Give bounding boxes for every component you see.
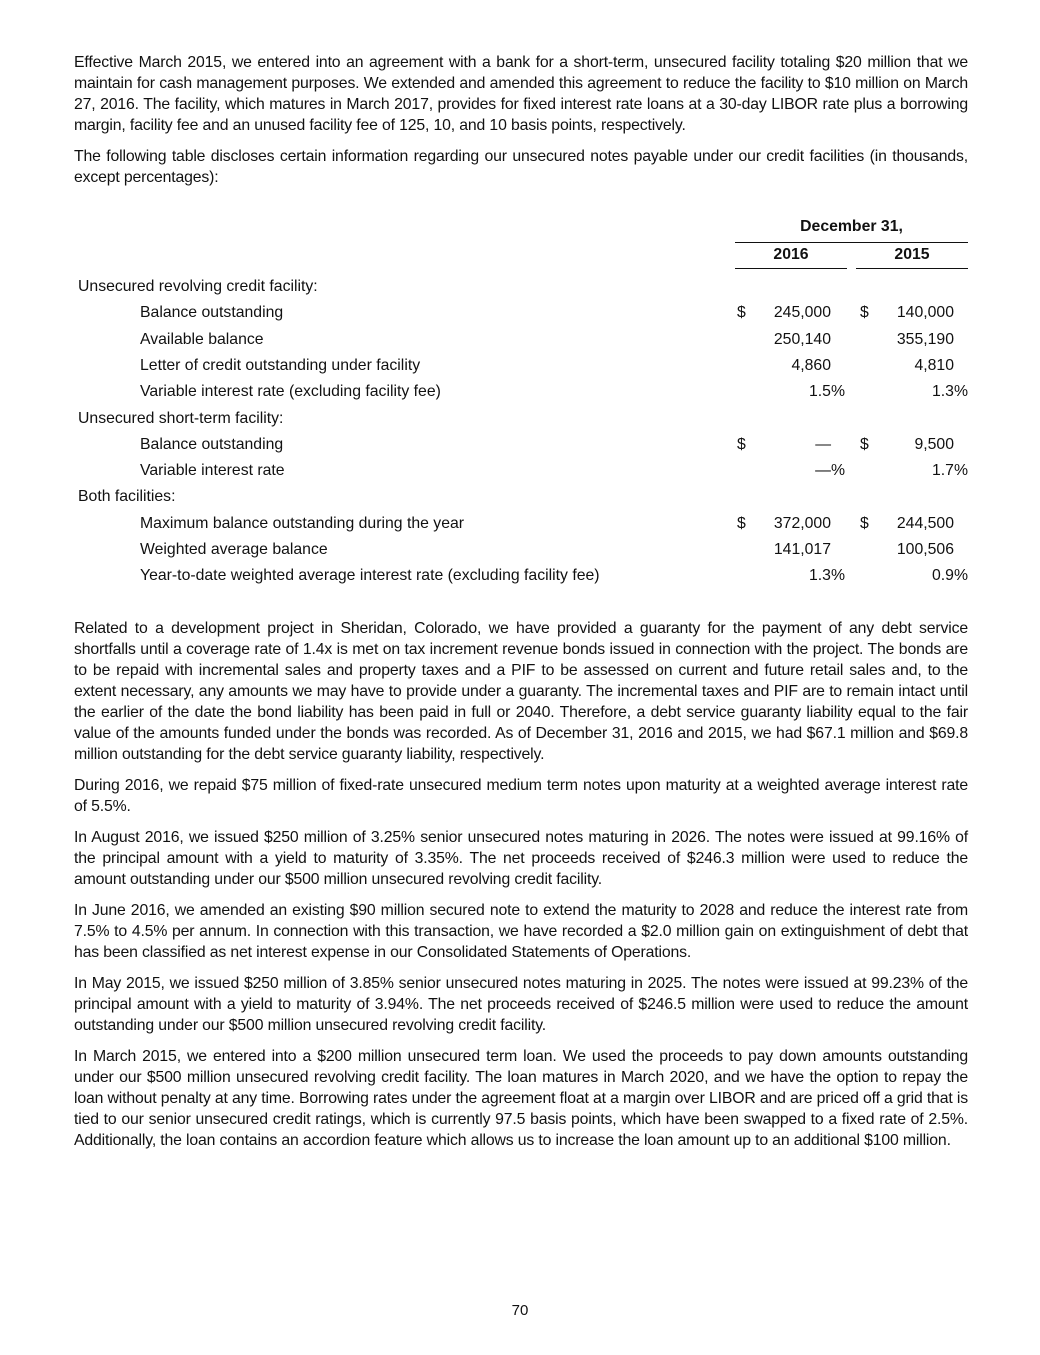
paragraph-table-intro: The following table discloses certain information regarding our unsecured notes payable under our credit facilities (in thousands, except percentages): — [74, 148, 968, 186]
cell-2015: 9,500 — [914, 435, 954, 453]
row-label: Letter of credit outstanding under facility — [140, 356, 421, 374]
column-header-2015: 2015 — [894, 246, 930, 263]
cell-2015: 4,810 — [914, 356, 954, 374]
row-label: Maximum balance outstanding during the year — [140, 514, 465, 532]
table-row — [74, 410, 968, 436]
column-rule-2016 — [735, 268, 847, 269]
table-row — [74, 462, 968, 488]
cell-2016: 1.3% — [808, 567, 845, 585]
cell-2016: 1.5% — [808, 383, 845, 401]
currency-symbol-2015: $ — [860, 435, 869, 453]
row-label: Variable interest rate (excluding facility fee) — [140, 383, 441, 401]
table-header-date: December 31, — [800, 218, 903, 235]
cell-2015: 355,190 — [896, 330, 954, 348]
paragraph-short-term-facility: Effective March 2015, we entered into an agreement with a bank for a short-term, unsecured facility totaling $20 million that we maintain for cash management purposes. We extended and amended this agreement to reduce the facility to $10 million on March 27, 2016. The facility, which matures in March 2017, provides for fixed interest rate loans at a 30-day LIBOR rate plus a borrowing margin, facility fee and an unused facility fee of 125, 10, and 10 basis points, respectively. — [74, 54, 968, 134]
section-label: Unsecured short-term facility: — [78, 409, 284, 427]
document-page — [74, 52, 968, 1161]
table-row — [74, 567, 968, 593]
table-row — [74, 304, 968, 330]
currency-symbol-2015: $ — [860, 304, 869, 322]
cell-2016: 245,000 — [773, 304, 831, 322]
cell-2016: —% — [815, 462, 845, 480]
table-row — [74, 541, 968, 567]
row-label: Variable interest rate — [140, 462, 285, 480]
currency-symbol-2016: $ — [737, 304, 746, 322]
paragraph-medium-term-notes: During 2016, we repaid $75 million of fixed-rate unsecured medium term notes upon maturity at a weighted average interest rate of 5.5%. — [74, 777, 968, 815]
credit-facilities-table — [74, 218, 968, 606]
currency-symbol-2016: $ — [737, 435, 746, 453]
row-label: Balance outstanding — [140, 304, 284, 322]
cell-2016: 372,000 — [773, 514, 831, 532]
paragraph-august-2016-notes: In August 2016, we issued $250 million of 3.25% senior unsecured notes maturing in 2026. The notes were issued at 99.16% of the principal amount with a yield to maturity of 3.35%. The net proceeds received of $246.3 million were used to reduce the amount outstanding under our $500 million unsecured revolving credit facility. — [74, 829, 968, 888]
page-number: 70 — [511, 1302, 529, 1319]
paragraph-sheridan-guaranty: Related to a development project in Sheridan, Colorado, we have provided a guaranty for the payment of any debt service shortfalls until a coverage rate of 1.4x is met on tax increment revenue bonds issued in connection with the project. The bonds are to be repaid with incremental sales and property taxes and a PIF to be assessed on current and future retail sales and, to the extent necessary, any amounts we may have to provide under a guaranty. The incremental taxes and PIF are to remain intact until the earlier of the date the bond liability has been paid in full or 2040. Therefore, a debt service guaranty liability equal to the fair value of the amounts funded under the bonds was recorded. As of December 31, 2016 and 2015, we had $67.1 million and $69.8 million outstanding for the debt service guaranty liability, respectively. — [74, 620, 968, 763]
cell-2015: 1.3% — [931, 383, 968, 401]
cell-2015: 0.9% — [931, 567, 968, 585]
table-row — [74, 383, 968, 409]
cell-2016: — — [815, 435, 831, 453]
cell-2015: 140,000 — [896, 304, 954, 322]
section-label: Both facilities: — [78, 488, 176, 506]
currency-symbol-2016: $ — [737, 514, 746, 532]
cell-2016: 141,017 — [773, 541, 831, 558]
table-row — [74, 278, 968, 304]
row-label: Balance outstanding — [140, 435, 284, 453]
row-label: Available balance — [140, 330, 264, 348]
currency-symbol-2015: $ — [860, 514, 869, 532]
paragraph-march-2015-term-loan: In March 2015, we entered into a $200 million unsecured term loan. We used the proceeds to pay down amounts outstanding under our $500 million unsecured revolving credit facility. The loan matures in March 2020, and we have the option to repay the loan without penalty at any time. Borrowing rates under the agreement float at a margin over LIBOR and are priced off a grid that is tied to our senior unsecured credit ratings, which is currently 97.5 basis points, which have been swapped to a fixed rate of 2.5%. Additionally, the loan contains an accordion feature which allows us to increase the loan amount up to an additional $100 million. — [74, 1048, 968, 1149]
column-header-2016: 2016 — [773, 246, 809, 263]
table-row — [74, 331, 968, 357]
section-label: Unsecured revolving credit facility: — [78, 278, 318, 295]
cell-2015: 100,506 — [896, 541, 954, 558]
table-row — [74, 515, 968, 541]
column-rule-2015 — [856, 268, 968, 269]
row-label: Year-to-date weighted average interest rate (excluding facility fee) — [140, 567, 600, 585]
table-row — [74, 357, 968, 383]
row-label: Weighted average balance — [140, 541, 328, 558]
header-rule — [735, 242, 968, 243]
cell-2016: 4,860 — [791, 356, 831, 374]
cell-2016: 250,140 — [773, 330, 831, 348]
cell-2015: 1.7% — [931, 462, 968, 480]
table-row — [74, 436, 968, 462]
paragraph-may-2015-notes: In May 2015, we issued $250 million of 3.85% senior unsecured notes maturing in 2025. The notes were issued at 99.23% of the principal amount with a yield to maturity of 3.94%. The net proceeds received of $246.5 million were used to reduce the amount outstanding under our $500 million unsecured revolving credit facility. — [74, 975, 968, 1034]
paragraph-june-2016-amendment: In June 2016, we amended an existing $90 million secured note to extend the maturity to 2028 and reduce the interest rate from 7.5% to 4.5% per annum. In connection with this transaction, we have recorded a $2.0 million gain on extinguishment of debt that has been classified as net interest expense in our Consolidated Statements of Operations. — [74, 902, 968, 961]
cell-2015: 244,500 — [896, 514, 954, 532]
table-row — [74, 488, 968, 514]
